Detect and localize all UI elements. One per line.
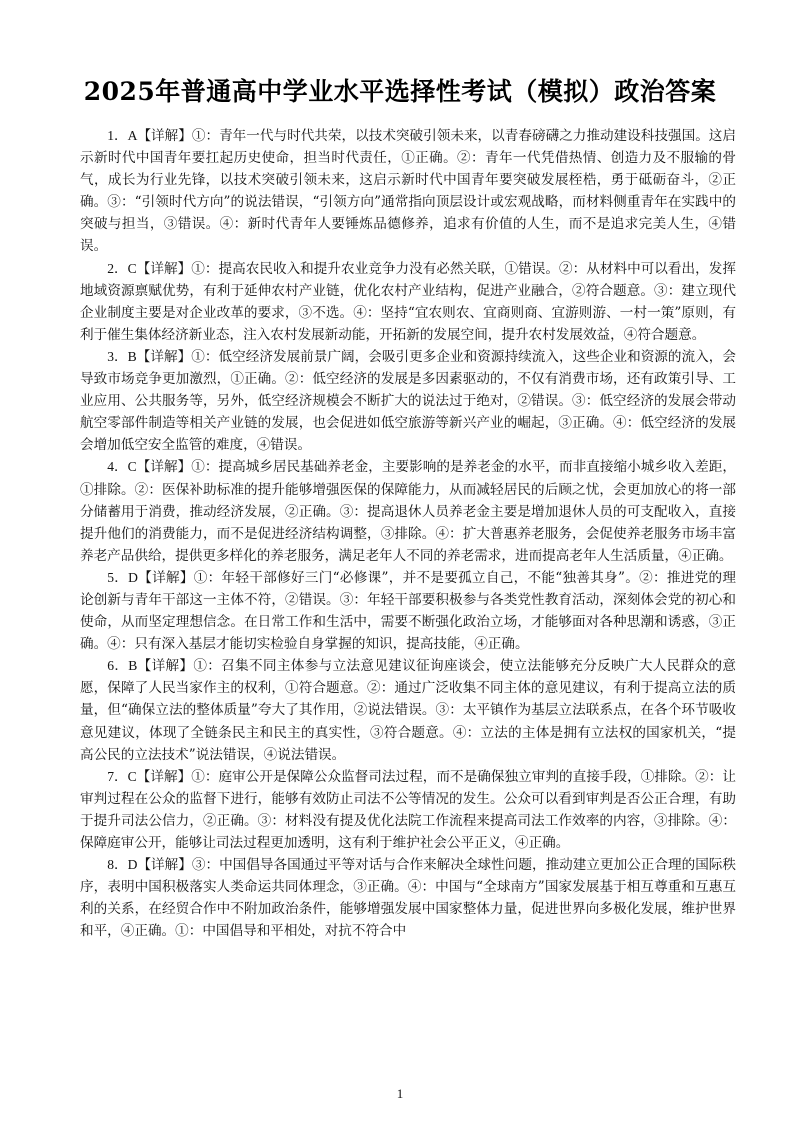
answer-number: 1． (107, 128, 128, 143)
answer-explanation: 【详解】③：中国倡导各国通过平等对话与合作来解决全球性问题，推动建立更加公正合理的国际秩序，表明中国积极落实人类命运共同体理念，③正确。④：中国与“全球南方”国家发展基于相互尊重和互惠互利的关系，在经贸合作中不附加政治条件，能够增强发展中国家整体力量，促进世界向多极化发展，维护世界和平，④正确。①：中国倡导和平相处，对抗不符合中 (80, 857, 737, 940)
answer-letter: B (127, 348, 137, 364)
answer-number: 6． (107, 658, 129, 674)
answer-list (80, 125, 736, 942)
answer-explanation: 【详解】①：提高城乡居民基础养老金，主要影响的是养老金的水平，而非直接缩小城乡收入差距，①排除。②：医保补助标准的提升能够增强医保的保障能力，从而减轻居民的后顾之忧，会更加放心的将一部分储蓄用于消费，推动经济发展，②正确。③：提高退休人员养老金主要是增加退休人员的可支配收入，直接提升他们的消费能力，而不是促进经济结构调整，③排除。④：扩大普惠养老服务，会促使养老服务市场丰富养老产品供给，提供更多样化的养老服务，满足老年人不同的养老需求，进而提高老年人生活质量，④正确。 (80, 459, 737, 564)
answer-explanation: 【详解】①：庭审公开是保障公众监督司法过程，而不是确保独立审判的直接手段，①排除。②：让审判过程在公众的监督下进行，能够有效防止司法不公等情况的发生。公众可以看到审判是否公正合理，有助于提升司法公信力，②正确。③：材料没有提及优化法院工作流程来提高司法工作效率的内容，③排除。④：保障庭审公开，能够让司法过程更加透明，这有利于维护社会公平正义，④正确。 (80, 768, 737, 851)
answer-number: 8． (107, 857, 128, 873)
answer-item (80, 567, 736, 655)
answer-item (80, 655, 736, 765)
answer-explanation: 【详解】①：召集不同主体参与立法意见建议征询座谈会，使立法能够充分反映广大人民群众的意愿，保障了人民当家作主的权利，①符合题意。②：通过广泛收集不同主体的意见建议，有利于提高立法的质量，但“确保立法的整体质量”夸大了其作用，②说法错误。③：太平镇作为基层立法联系点，在各个环节吸收意见建议，体现了全链条民主和民主的真实性，③符合题意。④：立法的主体是拥有立法权的国家机关，“提高公民的立法技术”说法错误，④说法错误。 (80, 658, 737, 763)
answer-explanation: 【详解】①：青年一代与时代共荣，以技术突破引领未来，以青春磅礴之力推动建设科技强国。这启示新时代中国青年要扛起历史使命，担当时代责任，①正确。②：青年一代凭借热情、创造力及不服输的骨气，成长为行业先锋，以技术突破引领未来，这启示新时代中国青年要突破发展桎梏，勇于砥砺奋斗，②正确。③：“引领时代方向”的说法错误，“引领方向”通常指向顶层设计或宏观战略，而材料侧重青年在实践中的突破与担当，③错误。④：新时代青年人要锤炼品德修养，追求有价值的人生，而不是追求完美人生，④错误。 (80, 128, 737, 255)
answer-letter: B (128, 658, 138, 674)
answer-letter: C (127, 260, 137, 276)
answer-number: 2． (107, 260, 128, 276)
answer-item (80, 125, 736, 258)
answer-item (80, 346, 736, 456)
answer-letter: D (128, 569, 138, 585)
page-title: 2025年普通高中学业水平选择性考试（模拟）政治答案 (83, 77, 717, 106)
answer-letter: C (127, 459, 137, 475)
answer-number: 7． (107, 768, 128, 784)
answer-letter: C (127, 768, 137, 784)
answer-explanation: 【详解】①：低空经济发展前景广阔，会吸引更多企业和资源持续流入，这些企业和资源的流入，会导致市场竞争更加激烈，①正确。②：低空经济的发展是多因素驱动的，不仅有消费市场，还有政策引导、工业应用、公共服务等，另外，低空经济规模会不断扩大的说法过于绝对，②错误。③：低空经济的发展会带动航空零部件制造等相关产业链的发展，也会促进如低空旅游等新兴产业的崛起，③正确。④：低空经济的发展会增加低空安全监管的难度，④错误。 (80, 348, 737, 454)
answer-item (80, 258, 736, 346)
answer-number: 3． (107, 348, 128, 364)
answer-item (80, 766, 736, 854)
answer-letter: A (127, 128, 138, 143)
answer-item (80, 854, 736, 942)
answer-number: 5． (107, 569, 129, 585)
answer-number: 4． (107, 459, 128, 475)
answer-explanation: 【详解】①：年轻干部修好三门“必修课”，并不是要孤立自己，不能“独善其身”。②：推进党的理论创新与青年干部这一主体不符，②错误。③：年轻干部要积极参与各类党性教育活动，深刻体会党的初心和使命，从而坚定理想信念。在日常工作和生活中，需要不断强化政治立场，才能够面对各种思潮和诱惑，③正确。④：只有深入基层才能切实检验自身掌握的知识，提高技能，④正确。 (80, 569, 737, 653)
page-number: 1 (396, 1086, 404, 1101)
answer-explanation: 【详解】①：提高农民收入和提升农业竞争力没有必然关联，①错误。②：从材料中可以看出，发挥地域资源禀赋优势，有利于延伸农村产业链，优化农村产业结构，促进产业融合，②符合题意。③：建立现代企业制度主要是对企业改革的要求，③不选。④：坚持“宜农则农、宜商则商、宜游则游、一村一策”原则，有利于催生集体经济新业态，注入农村发展新动能，开拓新的发展空间，提升农村发展效益，④符合题意。 (80, 260, 737, 343)
answer-letter: D (127, 857, 138, 873)
answer-item (80, 456, 736, 566)
